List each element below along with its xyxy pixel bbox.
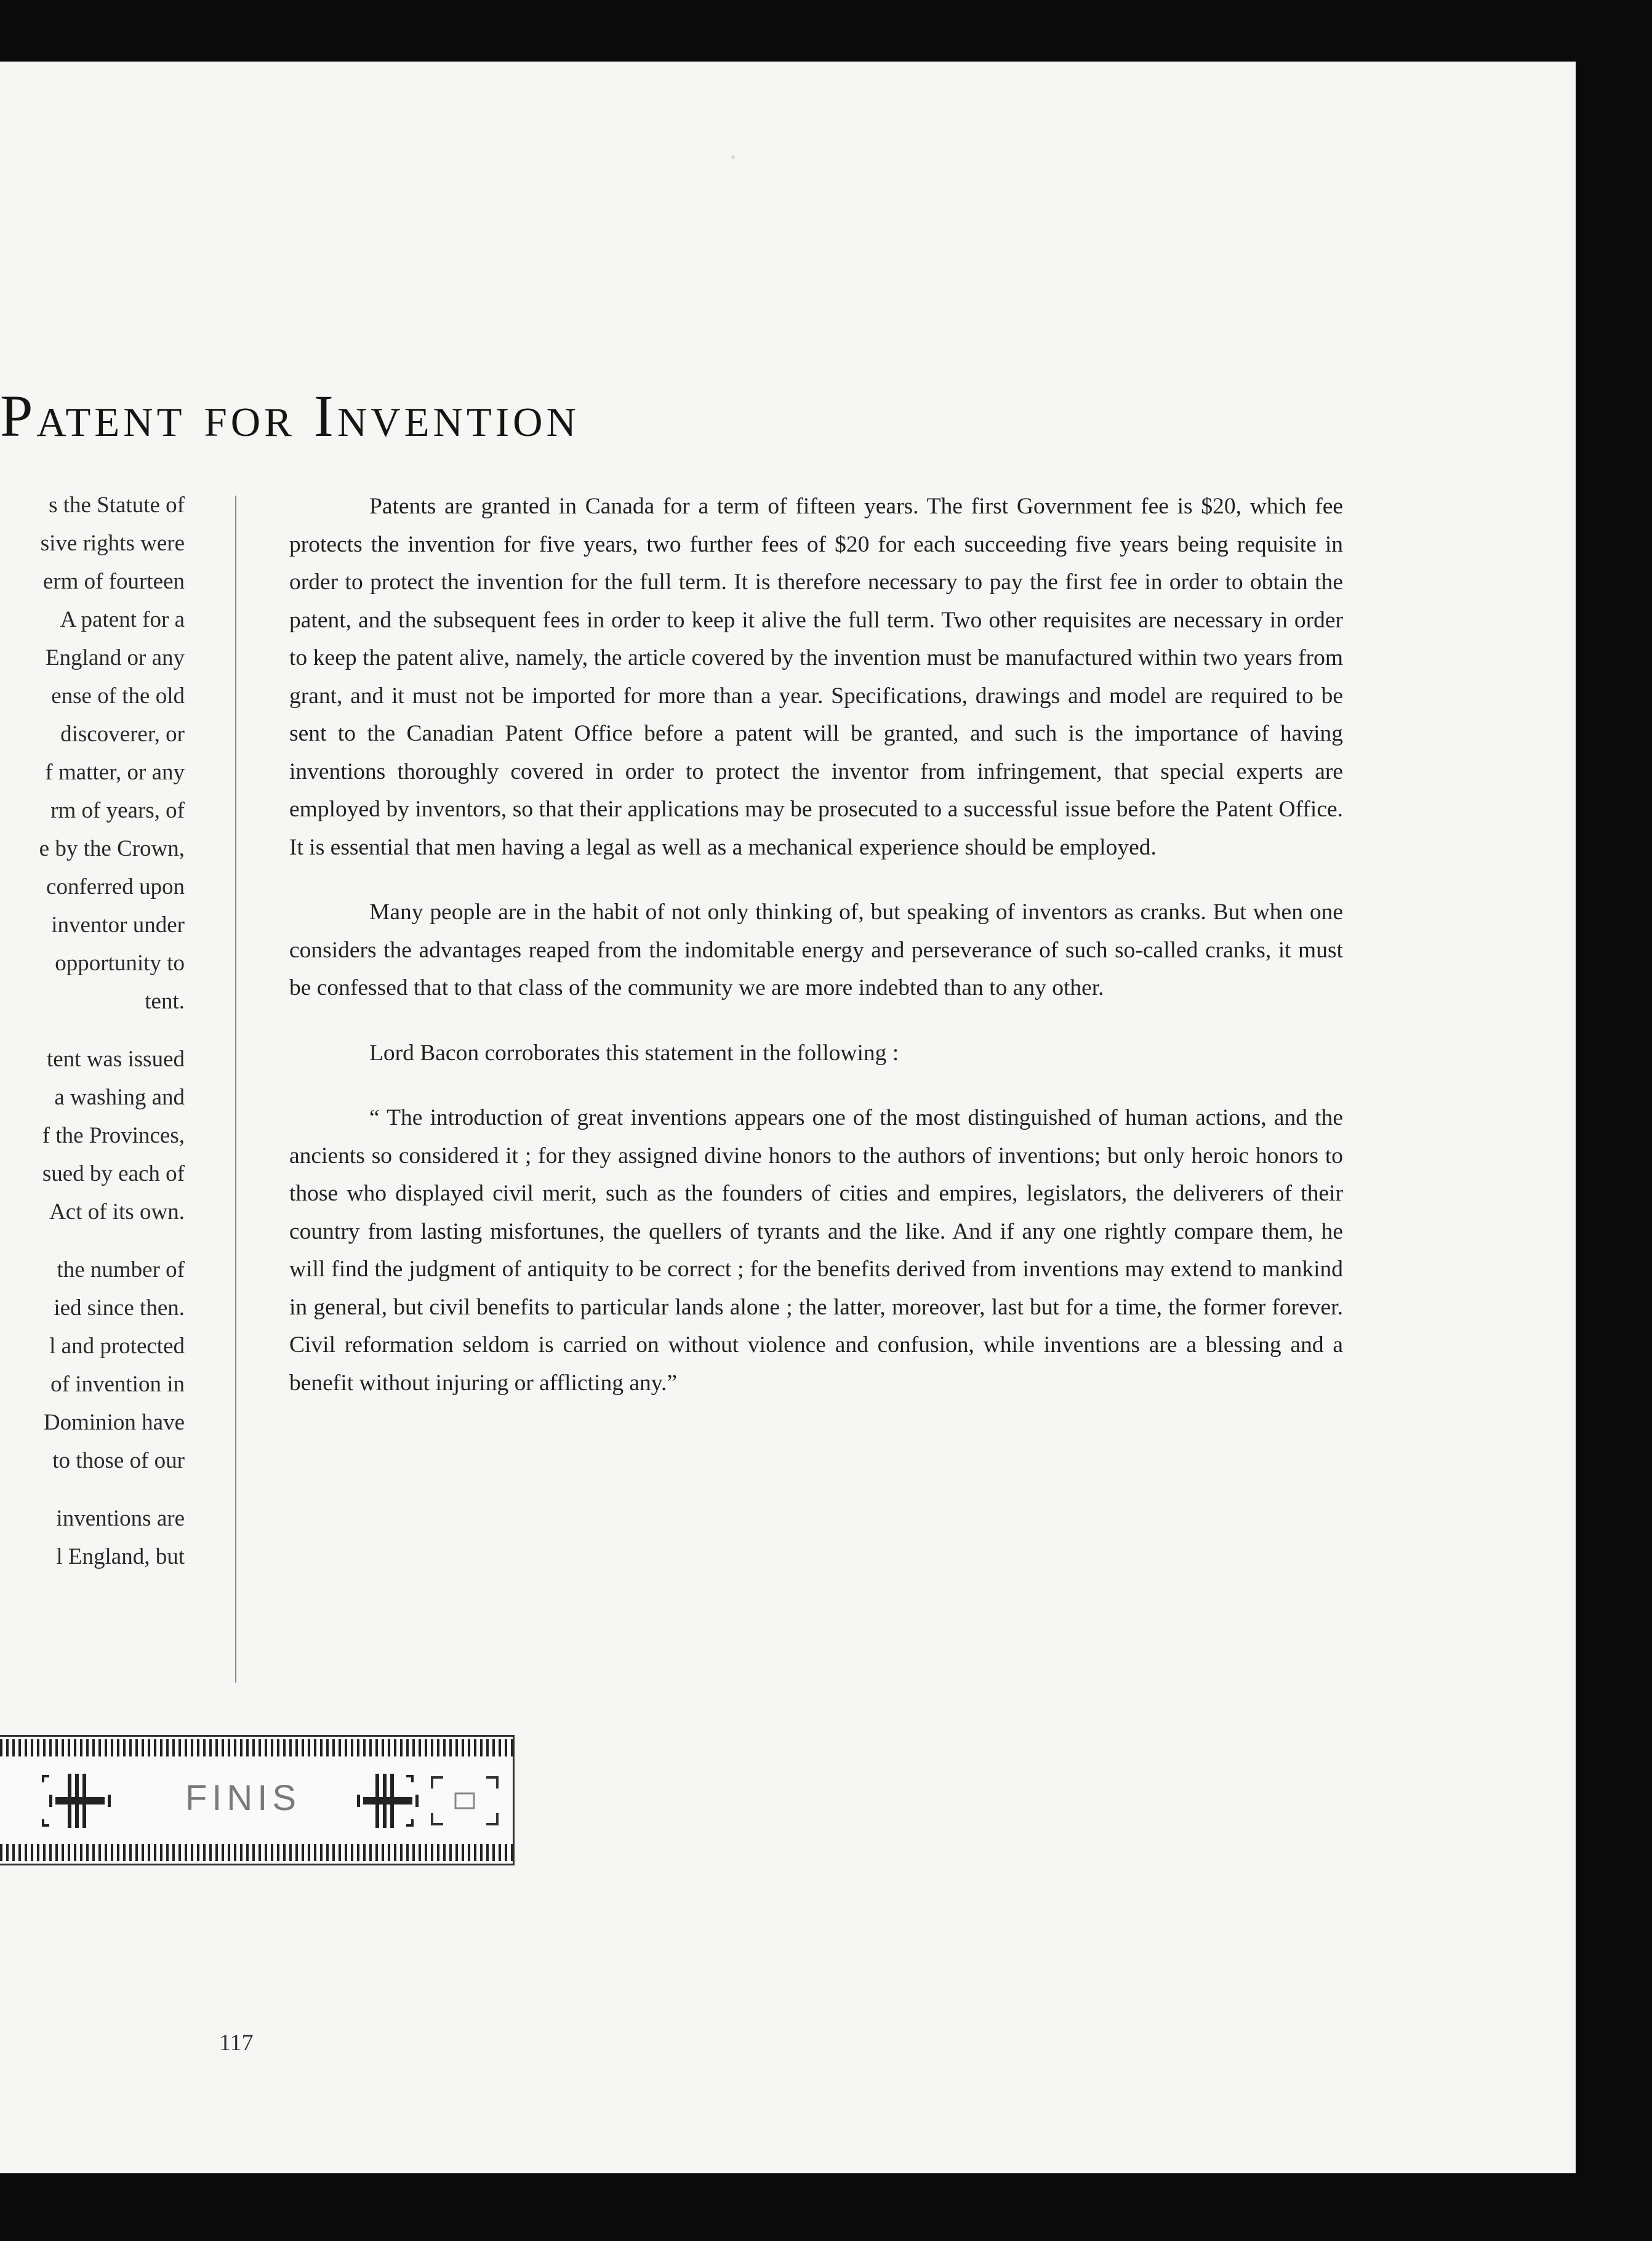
ornament-top-border — [0, 1739, 513, 1756]
paragraph-bacon-quote: “ The introduction of great inventions appears one of the most distinguished of human actions, and the ancients so considered it ; for they assigned divine honors to the authors of inventions; but only heroic honors to those who displayed civil merit, such as the founders of cities and empires, legislators, the deliverers of their country from lasting misfortunes, the quellers of tyrants and the like. And if any one rightly compare them, he will find the judgment of antiquity to be correct ; for the benefits derived from inventions may extend to mankind in general, but civil benefits to particular lands alone ; the latter, moreover, last but for a time, the former forever. Civil reformation seldom is carried on without violence and confusion, while inventions are a blessing and a benefit without injuring or afflicting any.” — [289, 1105, 1343, 1396]
paragraph-gap — [0, 1480, 185, 1500]
paragraph-gap — [0, 1231, 185, 1251]
main-text-column — [289, 488, 1343, 1429]
left-column-line: to those of our — [52, 1448, 185, 1473]
left-column-line: inventor under — [51, 912, 185, 938]
paragraph-gap — [0, 1021, 185, 1040]
finis-ornament — [0, 1735, 515, 1865]
page-number: 117 — [219, 2030, 254, 2056]
paragraph-patent-terms: Patents are granted in Canada for a term of fifteen years. The first Government fee is $20, which fee protects the invention for five years, two further fees of $20 for each succeeding five years being requisite in order to protect the invention for the full term. It is therefore necessary to pay the first fee in order to obtain the patent, and the subsequent fees in order to keep it alive the full term. Two other requisites are necessary in order to keep the patent alive, namely, the article covered by the invention must be manufactured within two years from grant, and it must not be imported for more than a year. Specifications, drawings and model are required to be sent to the Canadian Patent Office before a patent will be granted, and such is the importance of having inventions thoroughly covered in order to protect the inventor from infringement, that special experts are employed by inventors, so that their applications may be prosecuted to a successful issue before the Patent Office. It is essential that men having a legal as well as a mechanical experience should be employed. — [289, 494, 1343, 860]
left-column-line: ense of the old — [51, 683, 185, 709]
left-column-line: discoverer, or — [60, 722, 185, 747]
paragraph-inventors-cranks: Many people are in the habit of not only thinking of, but speaking of inventors as cranks. But when one considers the advantages reaped from the indomitable energy and perseverance of such so-called cranks, it must be confessed that to that class of the community we are more indebted than to any other. — [289, 899, 1343, 1000]
left-column-cropped-text — [0, 486, 185, 1576]
title-text: Patent for Invention — [0, 383, 580, 449]
left-column-line: f matter, or any — [45, 760, 185, 785]
left-column-line: a washing and — [54, 1085, 185, 1110]
left-column-line: f the Provinces, — [42, 1123, 185, 1148]
paragraph-lord-bacon-intro: Lord Bacon corroborates this statement in the following : — [369, 1040, 899, 1066]
left-column-line: tent. — [145, 989, 185, 1014]
left-column-line: Act of its own. — [49, 1199, 185, 1225]
left-column-line: l England, but — [56, 1544, 185, 1569]
left-column-line: opportunity to — [55, 951, 185, 976]
left-column-line: Dominion have — [43, 1410, 185, 1435]
left-column-line: the number of — [57, 1257, 185, 1282]
page-title — [0, 382, 862, 450]
left-column-line: erm of fourteen — [42, 569, 185, 594]
left-column-line: l and protected — [49, 1334, 185, 1359]
left-column-line: ied since then. — [54, 1295, 185, 1321]
left-column-line: inventions are — [56, 1506, 185, 1531]
right-geometric-motif-icon — [345, 1770, 431, 1832]
left-column-line: sive rights were — [40, 531, 185, 556]
left-column-line: s the Statute of — [49, 493, 185, 518]
left-column-line: rm of years, of — [50, 798, 185, 823]
ornament-bottom-border — [0, 1844, 513, 1861]
left-column-line: conferred upon — [46, 874, 185, 899]
left-column-line: e by the Crown, — [39, 836, 185, 861]
left-column-line: sued by each of — [42, 1161, 185, 1186]
column-rule — [235, 496, 236, 1683]
right-corner-fret-icon — [425, 1770, 505, 1832]
left-geometric-motif-icon — [37, 1770, 123, 1832]
print-speck — [731, 155, 735, 159]
left-column-line: A patent for a — [60, 607, 185, 632]
book-page — [0, 62, 1576, 2173]
left-column-line: of invention in — [50, 1372, 185, 1397]
finis-label: FINIS — [185, 1778, 302, 1818]
left-column-line: England or any — [45, 645, 185, 670]
left-column-line: tent was issued — [46, 1047, 185, 1072]
